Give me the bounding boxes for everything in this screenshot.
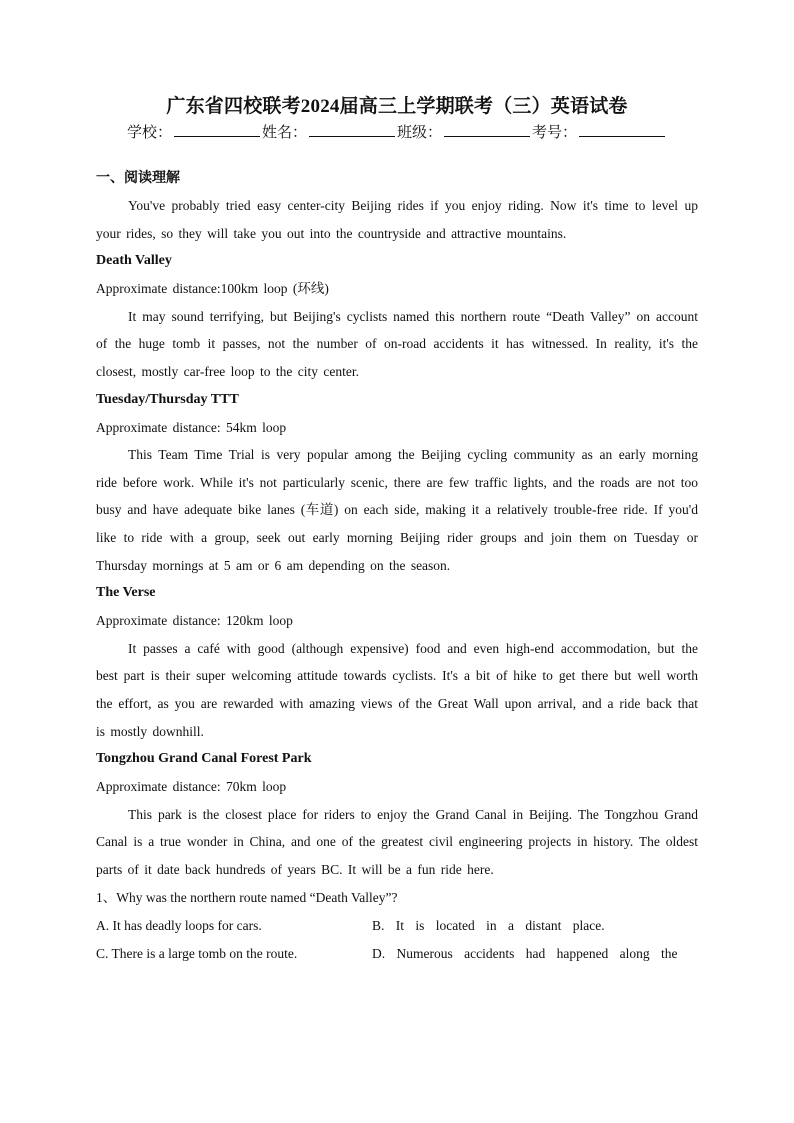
route-distance-the-verse: Approximate distance: 120km loop <box>96 613 293 629</box>
route-distance-tongzhou: Approximate distance: 70km loop <box>96 779 287 795</box>
section-heading: 一、阅读理解 <box>96 171 180 186</box>
route-heading-death-valley: Death Valley <box>96 253 172 269</box>
exam-page <box>96 92 698 968</box>
route-distance-death-valley: Approximate distance:100km loop (环线) <box>96 281 329 297</box>
school-label: 学校： <box>126 125 172 141</box>
question-1-options <box>96 912 698 968</box>
route-heading-the-verse: The Verse <box>96 585 156 601</box>
route-heading-tongzhou: Tongzhou Grand Canal Forest Park <box>96 751 312 767</box>
student-info-line <box>96 122 698 144</box>
route-description-death-valley: It may sound terrifying, but Beijing's cyclists named this northern route “Death Valley” on account of the huge tomb it passes, not the number of on-road accidents it has witnessed. In reality, it's the closest, mostly car-free loop to the city center. <box>96 308 698 379</box>
class-blank[interactable] <box>444 122 530 137</box>
exam-number-blank[interactable] <box>579 122 665 137</box>
route-heading-ttt: Tuesday/Thursday TTT <box>96 391 239 407</box>
intro-paragraph: You've probably tried easy center-city Beijing rides if you enjoy riding. Now it's time to level up your rides, so they will take you out into the countryside and attractive mountains. <box>96 198 698 241</box>
route-description-ttt: This Team Time Trial is very popular among the Beijing cycling community as an early morning ride before work. While it's not particularly scenic, there are few traffic lights, and the roads are not too busy and have adequate bike lanes (车道) on each side, making it a relatively trouble-free ride. If you'd like to ride with a group, seek out early morning Beijing rider groups and join them on Tuesday or Thursday mornings at 5 am or 6 am depending on the season. <box>96 447 698 573</box>
option-c[interactable]: C. There is a large tomb on the route. <box>96 946 298 962</box>
name-blank[interactable] <box>309 122 395 137</box>
class-label: 班级： <box>397 125 443 141</box>
name-label: 姓名： <box>261 125 307 141</box>
route-distance-ttt: Approximate distance: 54km loop <box>96 419 287 435</box>
exam-title: 广东省四校联考2024届高三上学期联考（三）英语试卷 <box>166 96 628 117</box>
option-b[interactable]: B. It is located in a distant place. <box>372 918 605 934</box>
route-description-the-verse: It passes a café with good (although expensive) food and even high-end accommodation, but the best part is their super welcoming attitude towards cyclists. It's a bit of hike to get there but well worth the effort, as you are rewarded with amazing views of the Great Wall upon arrival, and a ride back that is mostly downhill. <box>96 640 698 739</box>
school-blank[interactable] <box>174 122 260 137</box>
exam-number-label: 考号： <box>532 125 578 141</box>
question-1: 1、Why was the northern route named “Death Valley”? <box>96 890 398 906</box>
option-a[interactable]: A. It has deadly loops for cars. <box>96 918 262 934</box>
option-d[interactable]: D. Numerous accidents had happened along the <box>372 946 678 962</box>
route-description-tongzhou: This park is the closest place for riders to enjoy the Grand Canal in Beijing. The Tongzhou Grand Canal is a true wonder in China, and one of the greatest civil engineering projects in history. The oldest parts of it date back hundreds of years BC. It will be a fun ride here. <box>96 806 698 877</box>
